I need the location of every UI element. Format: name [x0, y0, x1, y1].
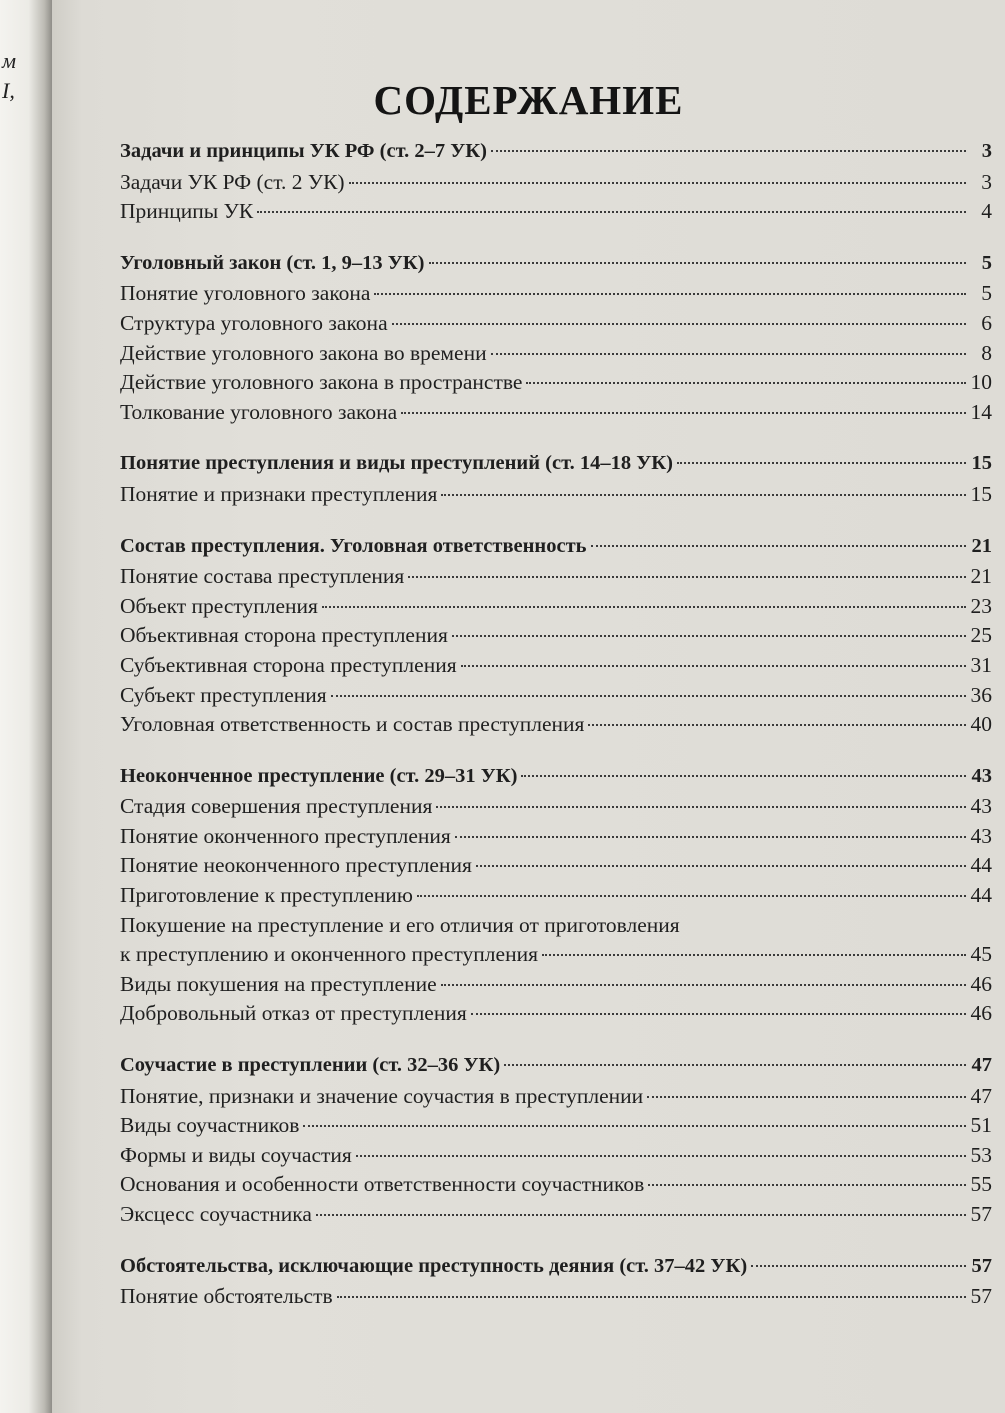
- toc-entry-label: Уголовная ответственность и состав преступления: [120, 712, 585, 737]
- toc-entry[interactable]: [120, 1284, 992, 1314]
- toc-entry-label: Соучастие в преступлении (ст. 32–36 УК): [120, 1054, 501, 1077]
- facing-page-char: м: [2, 48, 17, 73]
- toc-entry-label: Виды покушения на преступление: [120, 971, 437, 996]
- toc-section: [120, 1054, 992, 1232]
- dot-leader: [331, 695, 966, 697]
- dot-leader: [337, 1296, 966, 1298]
- toc-page-number: 23: [970, 593, 992, 618]
- dot-leader: [521, 775, 966, 777]
- toc-entry-label: Понятие и признаки преступления: [120, 481, 438, 506]
- toc-section: [120, 765, 992, 1031]
- toc-page-number: 46: [970, 1001, 992, 1026]
- toc-page-number: 57: [970, 1202, 992, 1226]
- dot-leader: [461, 665, 966, 667]
- dot-leader: [349, 182, 966, 184]
- dot-leader: [476, 865, 966, 867]
- toc-page-number: 43: [970, 794, 992, 819]
- toc-entry-label: Понятие, признаки и значение соучастия в преступлении: [120, 1083, 644, 1108]
- page-title: СОДЕРЖАНИЕ: [373, 77, 684, 123]
- toc-page-number: 57: [971, 1254, 992, 1277]
- toc-section: [120, 252, 992, 430]
- toc-section-heading[interactable]: [120, 1054, 992, 1084]
- toc-section-heading[interactable]: [120, 140, 992, 170]
- toc-page-number: 43: [971, 764, 992, 787]
- dot-leader: [316, 1214, 966, 1216]
- book-spine-edge: [0, 0, 52, 1413]
- toc-entry[interactable]: [120, 311, 992, 341]
- toc-entry-label: Действие уголовного закона в пространстве: [120, 370, 523, 395]
- toc-page-number: 57: [970, 1284, 992, 1309]
- dot-leader: [588, 724, 966, 726]
- dot-leader: [417, 895, 966, 897]
- dot-leader: [356, 1155, 966, 1157]
- toc-page-number: 36: [970, 682, 992, 707]
- toc-entry-label: Основания и особенности ответственности соучастников: [120, 1172, 645, 1197]
- toc-entry[interactable]: [120, 942, 992, 972]
- dot-leader: [471, 1013, 966, 1015]
- toc-page-number: 46: [970, 971, 992, 996]
- dot-leader: [504, 1064, 966, 1066]
- facing-page-fragments: [2, 46, 24, 106]
- toc-entry-label: Уголовный закон (ст. 1, 9–13 УК): [120, 251, 425, 274]
- toc-entry[interactable]: [120, 199, 992, 229]
- toc-page-number: 3: [981, 169, 992, 194]
- dot-leader: [436, 806, 966, 808]
- toc-entry[interactable]: [120, 1172, 992, 1202]
- toc-entry-label: Понятие преступления и виды преступлений (ст. 14–18 УК): [120, 452, 673, 475]
- toc-entry[interactable]: [120, 883, 992, 913]
- toc-entry[interactable]: [120, 400, 992, 430]
- toc-page-number: 51: [970, 1113, 992, 1138]
- toc-section-heading[interactable]: [120, 765, 992, 795]
- toc-entry-label: Состав преступления. Уголовная ответственность: [120, 534, 587, 557]
- toc-entry[interactable]: [120, 972, 992, 1002]
- toc-page-number: 47: [971, 1054, 992, 1077]
- toc-entry-label: Понятие оконченного преступления: [120, 823, 451, 848]
- dot-leader: [441, 984, 966, 986]
- toc-entry[interactable]: [120, 712, 992, 742]
- toc-entry[interactable]: [120, 482, 992, 512]
- toc-entry-label: Субъект преступления: [120, 682, 327, 707]
- toc-page-number: 14: [970, 399, 992, 424]
- toc-entry[interactable]: [120, 1084, 992, 1114]
- dot-leader: [455, 836, 966, 838]
- facing-page-char: I,: [2, 78, 15, 103]
- toc-page-number: 5: [981, 281, 992, 306]
- toc-section: [120, 452, 992, 511]
- toc-entry-label: Действие уголовного закона во времени: [120, 340, 487, 365]
- toc-entry[interactable]: [120, 623, 992, 653]
- toc-entry[interactable]: [120, 1113, 992, 1143]
- toc-entry[interactable]: [120, 170, 992, 200]
- toc-page-number: 4: [981, 199, 992, 224]
- toc-page-number: 44: [970, 853, 992, 878]
- toc-page-number: 47: [970, 1083, 992, 1108]
- toc-entry[interactable]: [120, 653, 992, 683]
- toc-page-number: 44: [970, 883, 992, 908]
- dot-leader: [677, 462, 966, 464]
- toc-entry-label: Толкование уголовного закона: [120, 399, 398, 424]
- toc-page-number: 45: [970, 942, 992, 967]
- dot-leader: [647, 1096, 966, 1098]
- toc-entry[interactable]: [120, 853, 992, 883]
- toc-page-number: 10: [970, 370, 992, 395]
- dot-leader: [751, 1265, 966, 1267]
- toc-section-heading[interactable]: [120, 252, 992, 282]
- toc-page-number: 25: [970, 623, 992, 648]
- toc-entry-label: Принципы УК: [120, 199, 254, 224]
- dot-leader: [441, 494, 966, 496]
- toc-entry[interactable]: [120, 1202, 992, 1232]
- toc-entry[interactable]: [120, 824, 992, 854]
- dot-leader: [322, 606, 966, 608]
- toc-entry-label: Эксцесс соучастника: [120, 1202, 312, 1226]
- toc-entry[interactable]: [120, 1001, 992, 1031]
- toc-entry[interactable]: [120, 564, 992, 594]
- dot-leader: [591, 545, 967, 547]
- toc-entry-label: Приготовление к преступлению: [120, 883, 413, 908]
- toc-entry-label: Добровольный отказ от преступления: [120, 1001, 467, 1026]
- toc-section-heading[interactable]: [120, 452, 992, 482]
- table-of-contents: [120, 140, 992, 1337]
- toc-entry[interactable]: [120, 341, 992, 371]
- toc-entry-label: Объективная сторона преступления: [120, 623, 448, 648]
- toc-entry[interactable]: [120, 794, 992, 824]
- toc-page-number: 21: [970, 564, 992, 589]
- toc-entry-label: Понятие обстоятельств: [120, 1284, 333, 1309]
- dot-leader: [429, 262, 967, 264]
- toc-entry-label: Стадия совершения преступления: [120, 794, 433, 819]
- toc-page-number: 53: [970, 1142, 992, 1167]
- toc-page-number: 31: [970, 652, 992, 677]
- dot-leader: [408, 576, 966, 578]
- toc-page-number: 15: [970, 481, 992, 506]
- toc-entry-label: Виды соучастников: [120, 1113, 300, 1138]
- dot-leader: [491, 353, 966, 355]
- toc-entry[interactable]: [120, 1143, 992, 1173]
- dot-leader: [374, 293, 966, 295]
- toc-entry-label: Субъективная сторона преступления: [120, 652, 457, 677]
- toc-page-number: 40: [970, 712, 992, 737]
- toc-page-number: 5: [981, 251, 992, 274]
- toc-section-heading[interactable]: [120, 1255, 992, 1285]
- toc-entry-label: Неоконченное преступление (ст. 29–31 УК): [120, 764, 518, 787]
- toc-entry-label: Объект преступления: [120, 593, 318, 618]
- dot-leader: [257, 211, 966, 213]
- dot-leader: [542, 954, 966, 956]
- dot-leader: [452, 635, 966, 637]
- toc-entry-label: Понятие состава преступления: [120, 564, 405, 589]
- toc-section: [120, 1255, 992, 1314]
- toc-entry[interactable]: [120, 370, 992, 400]
- dot-leader: [526, 382, 966, 384]
- dot-leader: [392, 323, 966, 325]
- toc-page-number: 43: [970, 823, 992, 848]
- toc-section: [120, 535, 992, 742]
- toc-page-number: 15: [971, 452, 992, 475]
- toc-entry-label-line: Покушение на преступление и его отличия от приготовления: [120, 912, 680, 937]
- toc-entry-label: Обстоятельства, исключающие преступность деяния (ст. 37–42 УК): [120, 1254, 748, 1277]
- toc-entry-label: Задачи УК РФ (ст. 2 УК): [120, 169, 345, 194]
- toc-section: [120, 140, 992, 229]
- dot-leader: [648, 1184, 966, 1186]
- toc-page-number: 3: [981, 140, 992, 162]
- dot-leader: [303, 1125, 966, 1127]
- toc-entry-label: Формы и виды соучастия: [120, 1142, 352, 1167]
- toc-entry[interactable]: [120, 281, 992, 311]
- dot-leader: [491, 150, 966, 152]
- toc-page-number: 6: [981, 310, 992, 335]
- toc-entry-label: Структура уголовного закона: [120, 310, 388, 335]
- toc-entry[interactable]: [120, 594, 992, 624]
- toc-entry-label: Понятие неоконченного преступления: [120, 853, 472, 878]
- toc-entry-label: к преступлению и оконченного преступления: [120, 942, 538, 967]
- toc-page-number: 55: [970, 1172, 992, 1197]
- toc-page-number: 21: [971, 534, 992, 557]
- toc-entry-label: Задачи и принципы УК РФ (ст. 2–7 УК): [120, 140, 487, 162]
- toc-entry[interactable]: [120, 683, 992, 713]
- toc-page-number: 8: [981, 340, 992, 365]
- dot-leader: [401, 412, 966, 414]
- book-page: [52, 0, 1005, 1413]
- toc-section-heading[interactable]: [120, 535, 992, 565]
- toc-entry-label: Понятие уголовного закона: [120, 281, 371, 306]
